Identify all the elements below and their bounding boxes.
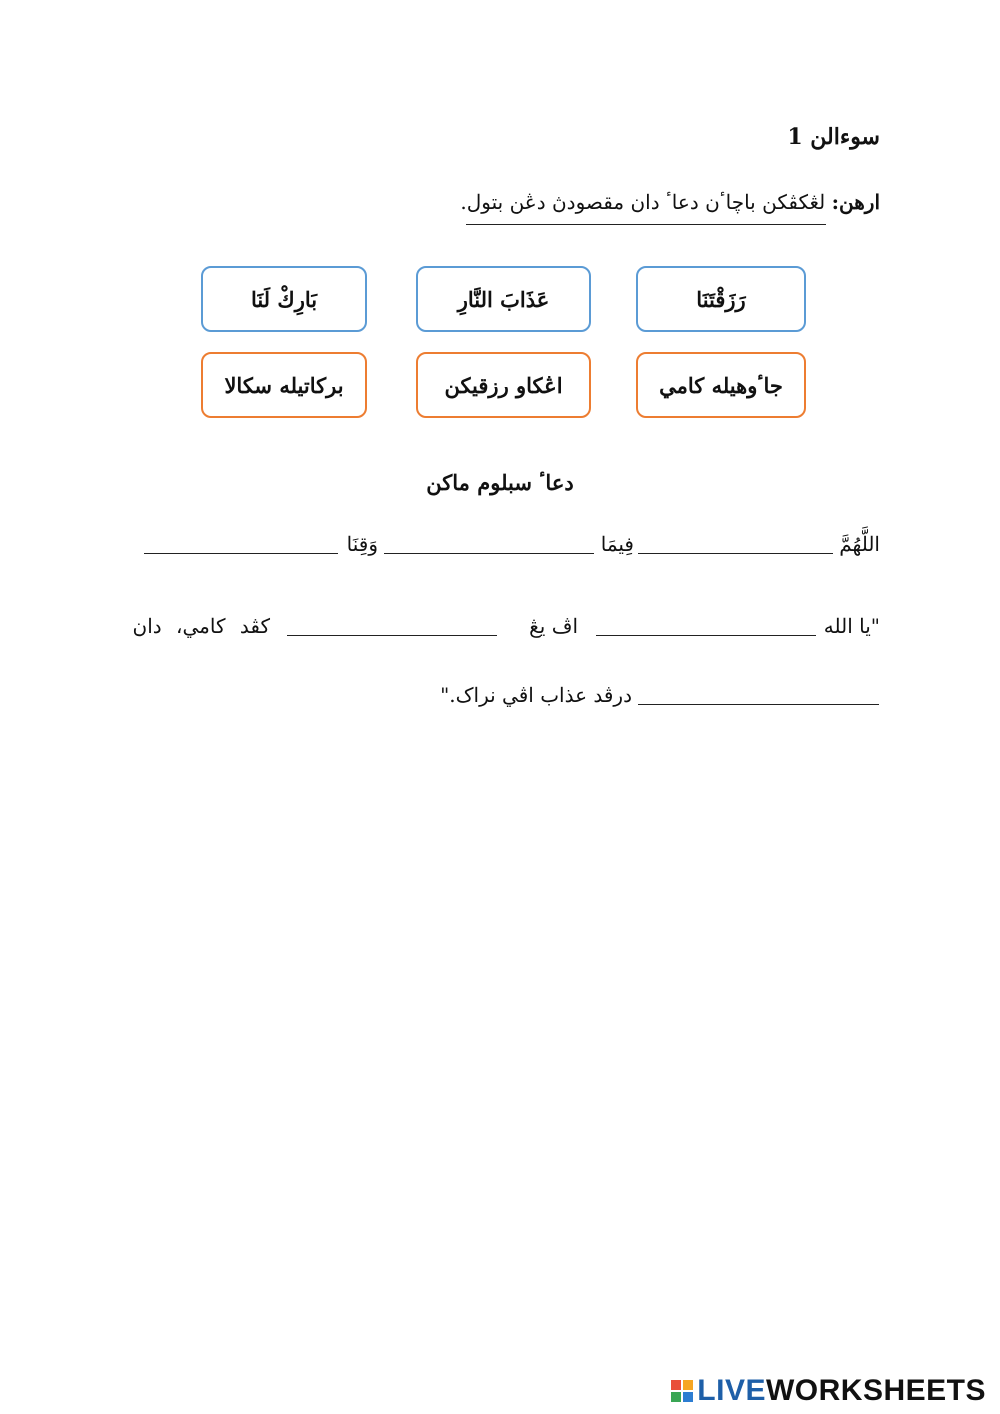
blank-6[interactable]	[638, 704, 879, 705]
arabic-word-waqina: وَقِنَا	[346, 532, 378, 556]
brand-worksheets-text: WORKSHEETS	[765, 1374, 986, 1407]
brand-live-text: LIVE	[697, 1374, 766, 1407]
arabic-word-allahumma: اللَّهُمَّ	[839, 532, 880, 556]
instruction-text: لڠكڤكن باچاٴن دعاٴ دان مقصودڽ دڠن بتول.	[460, 190, 826, 214]
translation-ya-allah: "يا الله	[823, 614, 880, 638]
instruction-label: ارهن:	[831, 190, 880, 214]
word-box-meaning-2[interactable]: اڠكاو رزقيکن	[416, 352, 591, 418]
word-box-arabic-1[interactable]: رَزَقْتَنَا	[636, 266, 806, 332]
blank-1[interactable]	[638, 553, 833, 554]
translation-kepada-kami: كڤد كامي، دان	[132, 614, 270, 638]
blank-3[interactable]	[144, 553, 338, 554]
word-box-meaning-3[interactable]: بركاتيله سکالا	[201, 352, 367, 418]
word-box-arabic-2[interactable]: عَذَابَ النَّارِ	[416, 266, 591, 332]
blank-4[interactable]	[596, 635, 816, 636]
liveworksheets-icon	[671, 1380, 693, 1402]
word-box-arabic-3[interactable]: بَارِكْ لَنَا	[201, 266, 367, 332]
blank-2[interactable]	[384, 553, 594, 554]
word-box-meaning-1[interactable]: جاٴوهيله كامي	[636, 352, 806, 418]
subtitle: دعاٴ سبلوم ماكن	[426, 470, 574, 495]
liveworksheets-logo	[671, 1374, 986, 1408]
question-title: سوءالن 1	[787, 124, 880, 150]
instruction-underline	[466, 224, 826, 225]
arabic-word-fima: فِيمَا	[600, 532, 634, 556]
translation-apa-yang: اڤ يڠ	[529, 614, 578, 638]
blank-5[interactable]	[287, 635, 497, 636]
translation-daripada-azab: درڤد عذاب اڤي نراک."	[440, 683, 632, 707]
instruction	[460, 190, 880, 214]
